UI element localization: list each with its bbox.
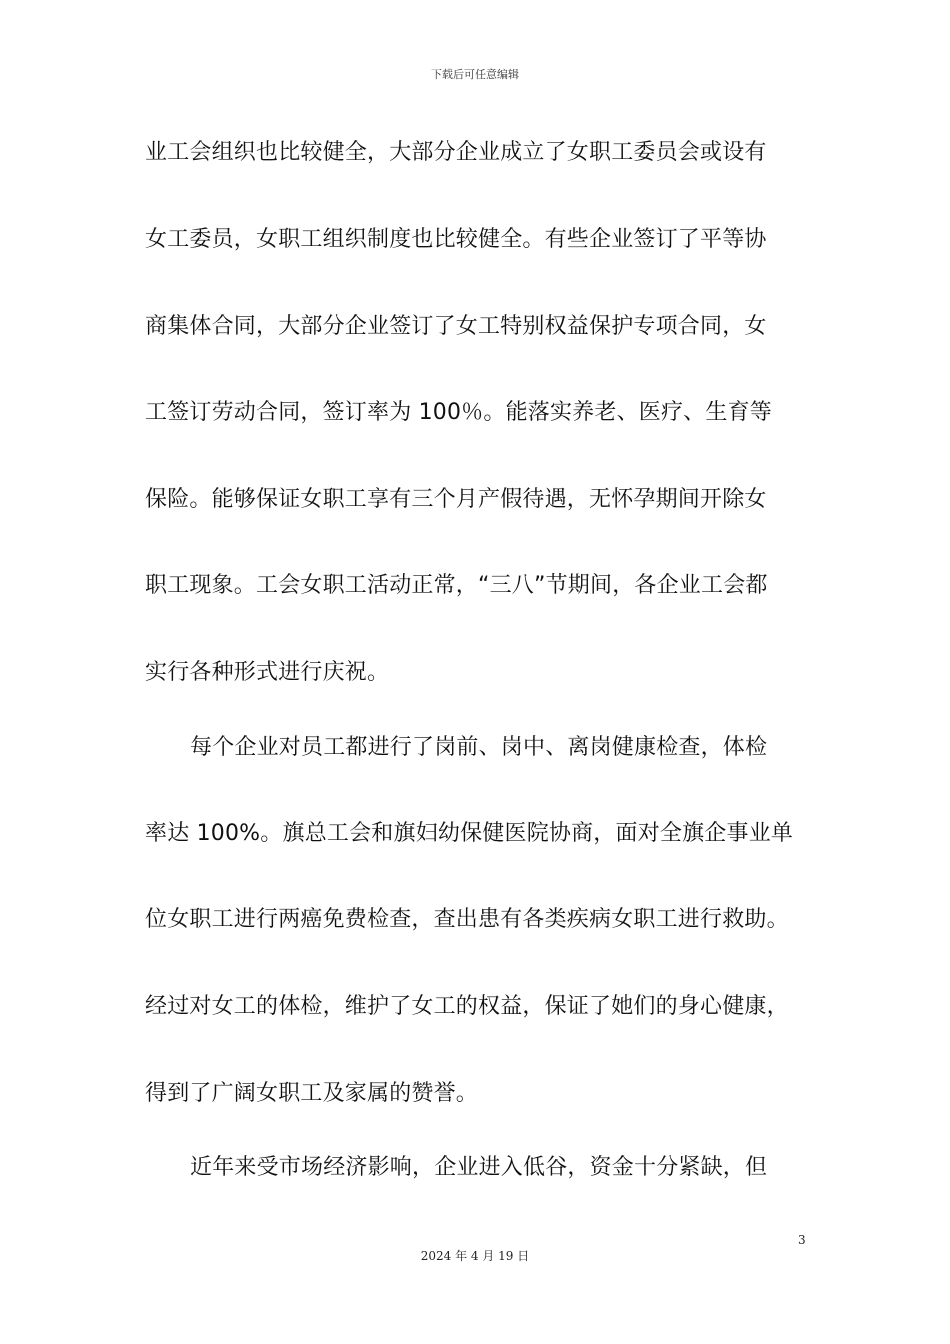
text-line: 经过对女工的体检，维护了女工的权益，保证了她们的身心健康， [145, 994, 789, 1019]
text-line: 工签订劳动合同，签订率为 100％。能落实养老、医疗、生育等 [145, 400, 772, 425]
text-line: 业工会组织也比较健全，大部分企业成立了女职工委员会或设有 [145, 140, 767, 165]
text-line: 保险。能够保证女职工享有三个月产假待遇，无怀孕期间开除女 [145, 487, 767, 512]
text-line: 位女职工进行两癌免费检查，查出患有各类疾病女职工进行救助。 [145, 907, 789, 932]
page-number: 3 [798, 1233, 806, 1247]
paragraph-first-line: 近年来受市场经济影响，企业进入低谷，资金十分紧缺，但 [190, 1155, 768, 1180]
text-line: 得到了广阔女职工及家属的赞誉。 [145, 1081, 479, 1106]
text-line: 女工委员，女职工组织制度也比较健全。有些企业签订了平等协 [145, 227, 767, 252]
page-header: 下载后可任意编辑 [431, 68, 519, 81]
text-line: 率达 100%。旗总工会和旗妇幼保健医院协商，面对全旗企事业单 [145, 821, 794, 846]
text-line: 实行各种形式进行庆祝。 [145, 660, 390, 685]
paragraph-first-line: 每个企业对员工都进行了岗前、岗中、离岗健康检查，体检 [190, 735, 768, 760]
text-line: 职工现象。工会女职工活动正常，“三八”节期间，各企业工会都 [145, 573, 768, 598]
footer-date: 2024 年 4 月 19 日 [420, 1249, 530, 1263]
text-line: 商集体合同，大部分企业签订了女工特别权益保护专项合同，女 [145, 314, 767, 339]
